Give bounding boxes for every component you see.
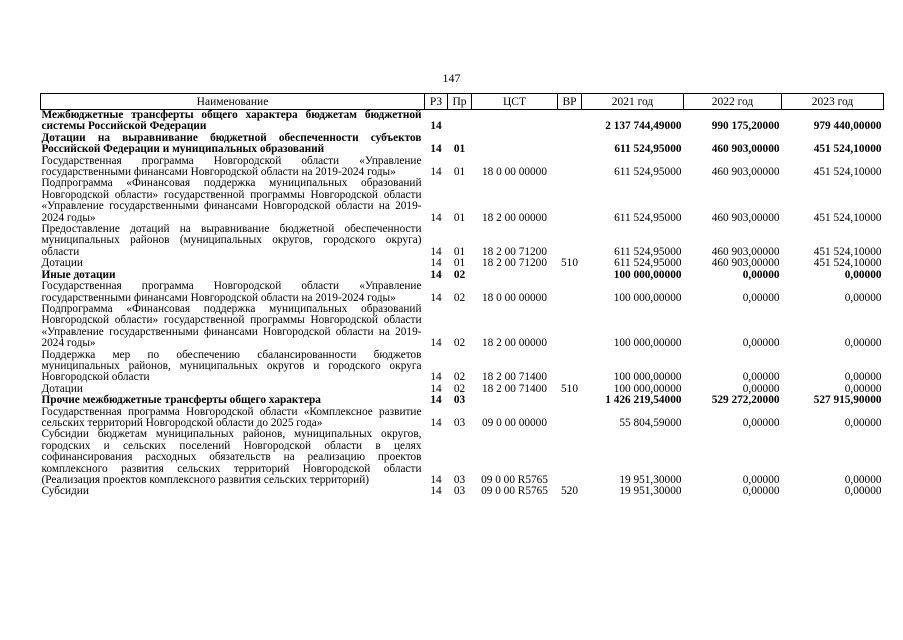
header-rz: РЗ <box>425 94 448 110</box>
row-pr: 02 <box>453 268 466 281</box>
table-row <box>41 429 884 486</box>
row-2023: 0,00000 <box>844 474 882 486</box>
row-vr <box>558 270 582 281</box>
row-pr <box>448 110 472 133</box>
row-2023: 0,00000 <box>844 382 882 395</box>
row-rz: 14 <box>430 474 442 486</box>
row-vr <box>558 224 582 258</box>
row-2021: 100 000,00000 <box>613 371 682 384</box>
budget-table <box>40 93 884 498</box>
row-vr <box>558 350 582 384</box>
row-2023: 0,00000 <box>844 268 882 281</box>
row-name: Подпрограмма «Финансовая поддержка муниципальных образований Новгородской области» государственной программы Новгородской области «Управление государственными финансами Новгородской области на 2019-2024 годы» <box>41 302 422 350</box>
row-2023: 0,00000 <box>844 337 882 350</box>
header-2023: 2023 год <box>782 94 884 110</box>
row-pr: 02 <box>453 382 466 395</box>
row-name: Поддержка мер по обеспечению сбалансированности бюджетов муниципальных районов, муниципальных округов и городского округа Новгородской области <box>41 348 422 384</box>
row-2022: 460 903,00000 <box>711 257 780 270</box>
row-2022: 460 903,00000 <box>711 211 780 224</box>
table-row <box>41 486 884 497</box>
row-name: Подпрограмма «Финансовая поддержка муниципальных образований Новгородской области» государственной программы Новгородской области «Управление государственными финансами Новгородской области на 2019-2024 годы» <box>41 177 422 224</box>
row-vr <box>558 133 582 156</box>
row-2021: 1 426 219,54000 <box>605 394 682 407</box>
row-2023: 0,00000 <box>844 485 882 498</box>
row-vr <box>558 281 582 304</box>
table-row <box>41 350 884 384</box>
row-2021: 611 524,95000 <box>614 211 682 224</box>
row-name: Субсидии <box>41 485 89 498</box>
row-vr <box>558 407 582 430</box>
row-name: Межбюджетные трансферты общего характера бюджетам бюджетной системы Российской Федерации <box>41 109 422 133</box>
row-name: Дотации на выравнивание бюджетной обеспеченности субъектов Российской Федерации и муниципальных образований <box>41 131 422 156</box>
row-pr: 01 <box>453 257 466 270</box>
row-name: Государственная программа Новгородской области «Управление государственными финансами Новгородской области на 2019-2024 годы» <box>41 154 422 179</box>
page-number: 147 <box>442 71 461 85</box>
row-2023: 0,00000 <box>844 371 882 384</box>
table-row <box>41 133 884 156</box>
row-cst: 18 2 00 71200 <box>482 245 547 258</box>
row-2023: 451 524,10000 <box>813 166 882 179</box>
row-pr: 01 <box>453 166 466 179</box>
row-vr <box>558 156 582 179</box>
row-2022: 0,00000 <box>742 371 780 384</box>
row-2021: 100 000,00000 <box>613 337 682 350</box>
row-vr <box>558 178 582 224</box>
row-vr <box>558 395 582 406</box>
row-2023: 451 524,10000 <box>813 257 882 270</box>
row-vr: 510 <box>561 257 578 270</box>
row-rz: 14 <box>430 245 442 258</box>
row-cst: 18 2 00 00000 <box>482 211 547 224</box>
table-row <box>41 178 884 224</box>
row-2022: 460 903,00000 <box>711 166 780 179</box>
row-name: Дотации <box>41 257 83 270</box>
header-2021: 2021 год <box>582 94 684 110</box>
row-rz: 14 <box>430 416 442 429</box>
row-vr: 520 <box>561 485 578 498</box>
row-2023: 979 440,00000 <box>813 120 882 133</box>
row-2023: 451 524,10000 <box>813 245 882 258</box>
row-pr: 03 <box>453 474 466 486</box>
table-body <box>41 110 884 498</box>
row-cst: 18 2 00 71400 <box>482 371 547 384</box>
row-2023: 0,00000 <box>844 416 882 429</box>
row-pr: 01 <box>453 211 466 224</box>
row-2021: 611 524,95000 <box>614 166 682 179</box>
header-name: Наименование <box>41 94 425 110</box>
row-cst: 09 0 00 R5765 <box>481 485 548 498</box>
row-2023: 527 915,90000 <box>813 394 882 407</box>
row-pr: 01 <box>453 245 466 258</box>
row-2022: 460 903,00000 <box>711 143 780 156</box>
table-row <box>41 258 884 269</box>
row-2022: 0,00000 <box>742 474 780 486</box>
row-2022: 460 903,00000 <box>711 245 780 258</box>
row-pr: 03 <box>453 485 466 498</box>
row-name: Дотации <box>41 382 83 395</box>
row-pr: 02 <box>453 371 466 384</box>
row-2021: 611 524,95000 <box>614 245 682 258</box>
table-header-row <box>41 94 884 110</box>
row-rz: 14 <box>430 394 442 407</box>
row-name: Государственная программа Новгородской области «Управление государственными финансами Новгородской области на 2019-2024 годы» <box>41 280 422 304</box>
row-cst: 18 0 00 00000 <box>482 166 547 179</box>
row-pr: 02 <box>453 291 466 304</box>
row-pr: 01 <box>453 143 466 156</box>
row-rz: 14 <box>430 485 442 498</box>
table-row <box>41 304 884 350</box>
table-row <box>41 395 884 406</box>
row-rz: 14 <box>430 371 442 384</box>
row-2021: 611 524,95000 <box>614 257 682 270</box>
row-rz: 14 <box>430 382 442 395</box>
row-2021: 100 000,00000 <box>613 291 682 304</box>
row-2021: 2 137 744,49000 <box>605 120 682 133</box>
row-rz: 14 <box>430 337 442 350</box>
row-2022: 0,00000 <box>742 291 780 304</box>
row-2021: 100 000,00000 <box>613 382 682 395</box>
row-2022: 0,00000 <box>742 416 780 429</box>
table-row <box>41 407 884 430</box>
row-rz: 14 <box>430 143 442 156</box>
header-pr: Пр <box>448 94 472 110</box>
row-2021: 100 000,00000 <box>613 268 682 281</box>
row-cst: 18 2 00 71400 <box>482 382 547 395</box>
row-2022: 529 272,20000 <box>711 394 780 407</box>
row-pr: 03 <box>453 416 466 429</box>
row-rz: 14 <box>430 291 442 304</box>
row-name: Государственная программа Новгородской области «Комплексное развитие сельских территорий Новгородской области до 2025 года» <box>41 405 422 429</box>
row-2023: 451 524,10000 <box>813 211 882 224</box>
row-name: Предоставление дотаций на выравнивание бюджетной обеспеченности муниципальных районов (муниципальных округов, городского округа) области <box>41 223 422 258</box>
row-name: Субсидии бюджетам муниципальных районов, муниципальных округов, городских и сельских поселений Новгородской области в целях софинансирования расходных обязательств на реализацию проектов комплексного развития сельских территорий Новгородской области (Реализация проектов комплексного развития сельских территорий) <box>41 428 422 486</box>
row-cst: 18 2 00 00000 <box>482 337 547 350</box>
table-row <box>41 281 884 304</box>
row-cst <box>472 270 558 281</box>
row-cst: 09 0 00 00000 <box>482 416 547 429</box>
row-rz: 14 <box>430 120 442 133</box>
table-row <box>41 156 884 179</box>
row-vr: 510 <box>561 382 578 395</box>
row-2021: 611 524,95000 <box>614 143 682 156</box>
row-rz: 14 <box>430 268 442 281</box>
table-row <box>41 224 884 258</box>
row-pr: 02 <box>453 337 466 350</box>
row-cst <box>472 395 558 406</box>
row-vr <box>558 110 582 133</box>
row-vr <box>558 429 582 486</box>
row-2023: 451 524,10000 <box>813 143 882 156</box>
row-cst: 18 0 00 00000 <box>482 291 547 304</box>
row-cst: 18 2 00 71200 <box>482 257 547 270</box>
row-cst <box>472 133 558 156</box>
row-rz: 14 <box>430 257 442 270</box>
row-2022: 0,00000 <box>742 485 780 498</box>
row-name: Иные дотации <box>41 268 116 281</box>
row-cst <box>472 110 558 133</box>
header-2022: 2022 год <box>684 94 782 110</box>
row-pr: 03 <box>453 394 466 407</box>
row-2021: 19 951,30000 <box>619 474 682 486</box>
row-2021: 55 804,59000 <box>619 416 682 429</box>
table-row <box>41 110 884 133</box>
row-cst: 09 0 00 R5765 <box>481 474 548 486</box>
header-cst: ЦСТ <box>472 94 558 110</box>
row-2022: 990 175,20000 <box>711 120 780 133</box>
row-2023: 0,00000 <box>844 291 882 304</box>
row-vr <box>558 304 582 350</box>
row-rz: 14 <box>430 166 442 179</box>
row-rz: 14 <box>430 211 442 224</box>
row-name: Прочие межбюджетные трансферты общего характера <box>41 394 321 407</box>
row-2022: 0,00000 <box>742 382 780 395</box>
row-2022: 0,00000 <box>742 337 780 350</box>
header-vr: ВР <box>558 94 582 110</box>
row-2021: 19 951,30000 <box>619 485 682 498</box>
row-2022: 0,00000 <box>742 268 780 281</box>
